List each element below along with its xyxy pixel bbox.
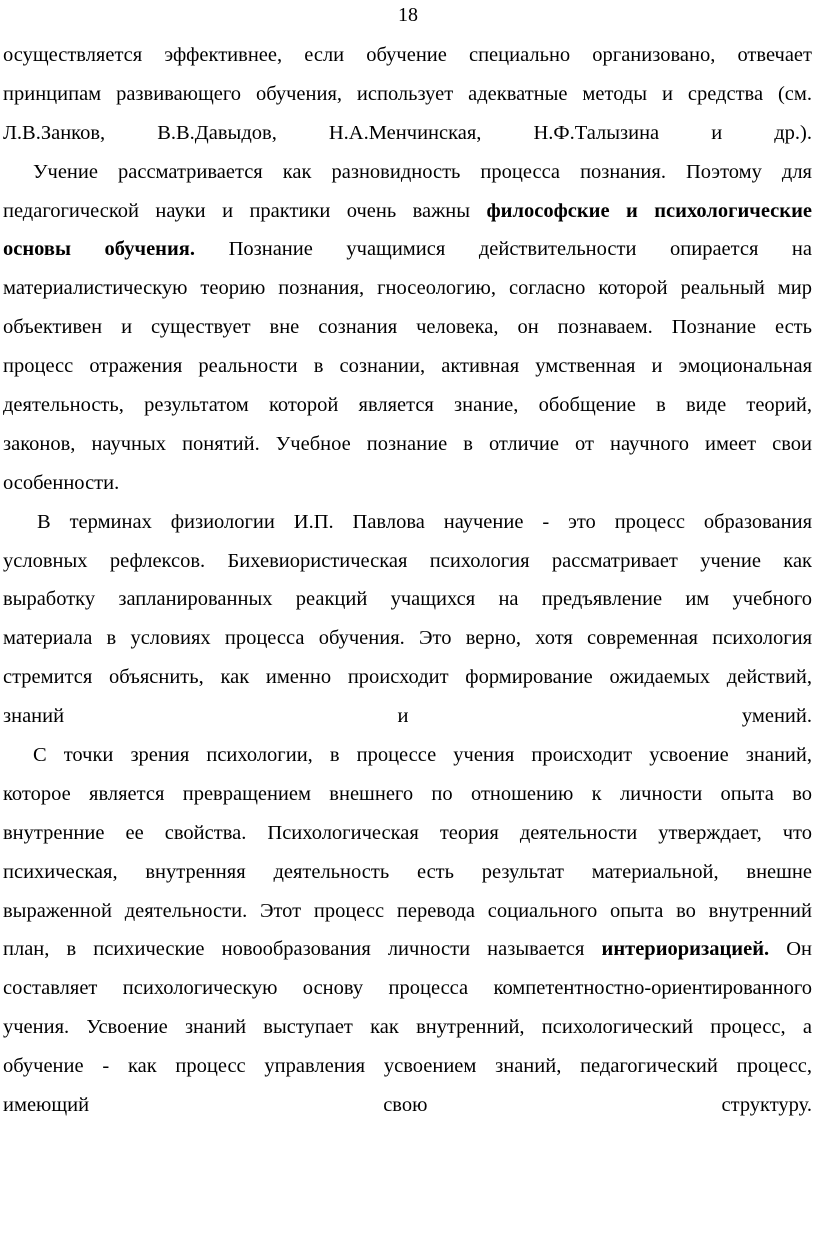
- page-number: 18: [398, 4, 418, 26]
- text-run: план, в психические новообразования личности называется: [3, 938, 602, 961]
- text-line: условных рефлексов. Бихевиористическая психология рассматривает учение как: [3, 549, 812, 572]
- text-line: процесс отражения реальности в сознании, активная умственная и эмоциональная: [3, 355, 812, 378]
- paragraph-start-line: Учение рассматривается как разновидность процесса познания. Поэтому для: [33, 160, 812, 183]
- bold-term: философские и психологические: [486, 199, 812, 222]
- text-run: Он: [769, 938, 812, 961]
- text-line: учения. Усвоение знаний выступает как внутренний, психологический процесс, а: [3, 1016, 812, 1039]
- text-line: выраженной деятельности. Этот процесс перевода социального опыта во внутренний: [3, 899, 812, 922]
- bold-term: основы обучения.: [3, 238, 196, 261]
- text-line: [3, 192, 812, 231]
- text-line: принципам развивающего обучения, использует адекватные методы и средства (см.: [3, 82, 812, 105]
- text-line: [3, 930, 812, 969]
- text-line: осуществляется эффективнее, если обучение специально организовано, отвечает: [3, 44, 812, 66]
- paragraph-end-line: особенности.: [3, 471, 120, 494]
- text-line: законов, научных понятий. Учебное познание в отличие от научного имеет свои: [3, 432, 812, 455]
- bold-term: интериоризацией.: [601, 938, 770, 961]
- text-line: которое является превращением внешнего по отношению к личности опыта во: [3, 782, 812, 805]
- text-line: обучение - как процесс управления усвоением знаний, педагогический процесс,: [3, 1055, 812, 1078]
- text-line: знаний и умений.: [3, 705, 812, 728]
- text-line: имеющий свою структуру.: [3, 1094, 812, 1117]
- document-body: [3, 36, 812, 1125]
- text-run: Познание учащимися действительности опирается на: [195, 238, 813, 261]
- text-line: материалистическую теорию познания, гносеологию, согласно которой реальный мир: [3, 277, 812, 300]
- text-run: педагогической науки и практики очень важны: [3, 199, 487, 222]
- text-line: Л.В.Занков, В.В.Давыдов, Н.А.Менчинская, Н.Ф.Талызина и др.).: [3, 121, 812, 144]
- text-line: стремится объяснить, как именно происходит формирование ожидаемых действий,: [3, 666, 812, 689]
- text-line: внутренние ее свойства. Психологическая теория деятельности утверждает, что: [3, 821, 812, 844]
- text-line: психическая, внутренняя деятельность есть результат материальной, внешне: [3, 860, 812, 883]
- text-line: объективен и существует вне сознания человека, он познаваем. Познание есть: [3, 316, 812, 339]
- paragraph-start-line: С точки зрения психологии, в процессе учения происходит усвоение знаний,: [33, 744, 812, 767]
- text-line: [3, 230, 812, 269]
- text-line: материала в условиях процесса обучения. Это верно, хотя современная психология: [3, 627, 812, 650]
- text-line: выработку запланированных реакций учащихся на предъявление им учебного: [3, 588, 812, 611]
- text-line: деятельность, результатом которой является знание, обобщение в виде теорий,: [3, 394, 812, 417]
- paragraph-start-line: В терминах физиологии И.П. Павлова научение - это процесс образования: [37, 510, 812, 533]
- text-line: составляет психологическую основу процесса компетентностно-ориентированного: [3, 977, 812, 1000]
